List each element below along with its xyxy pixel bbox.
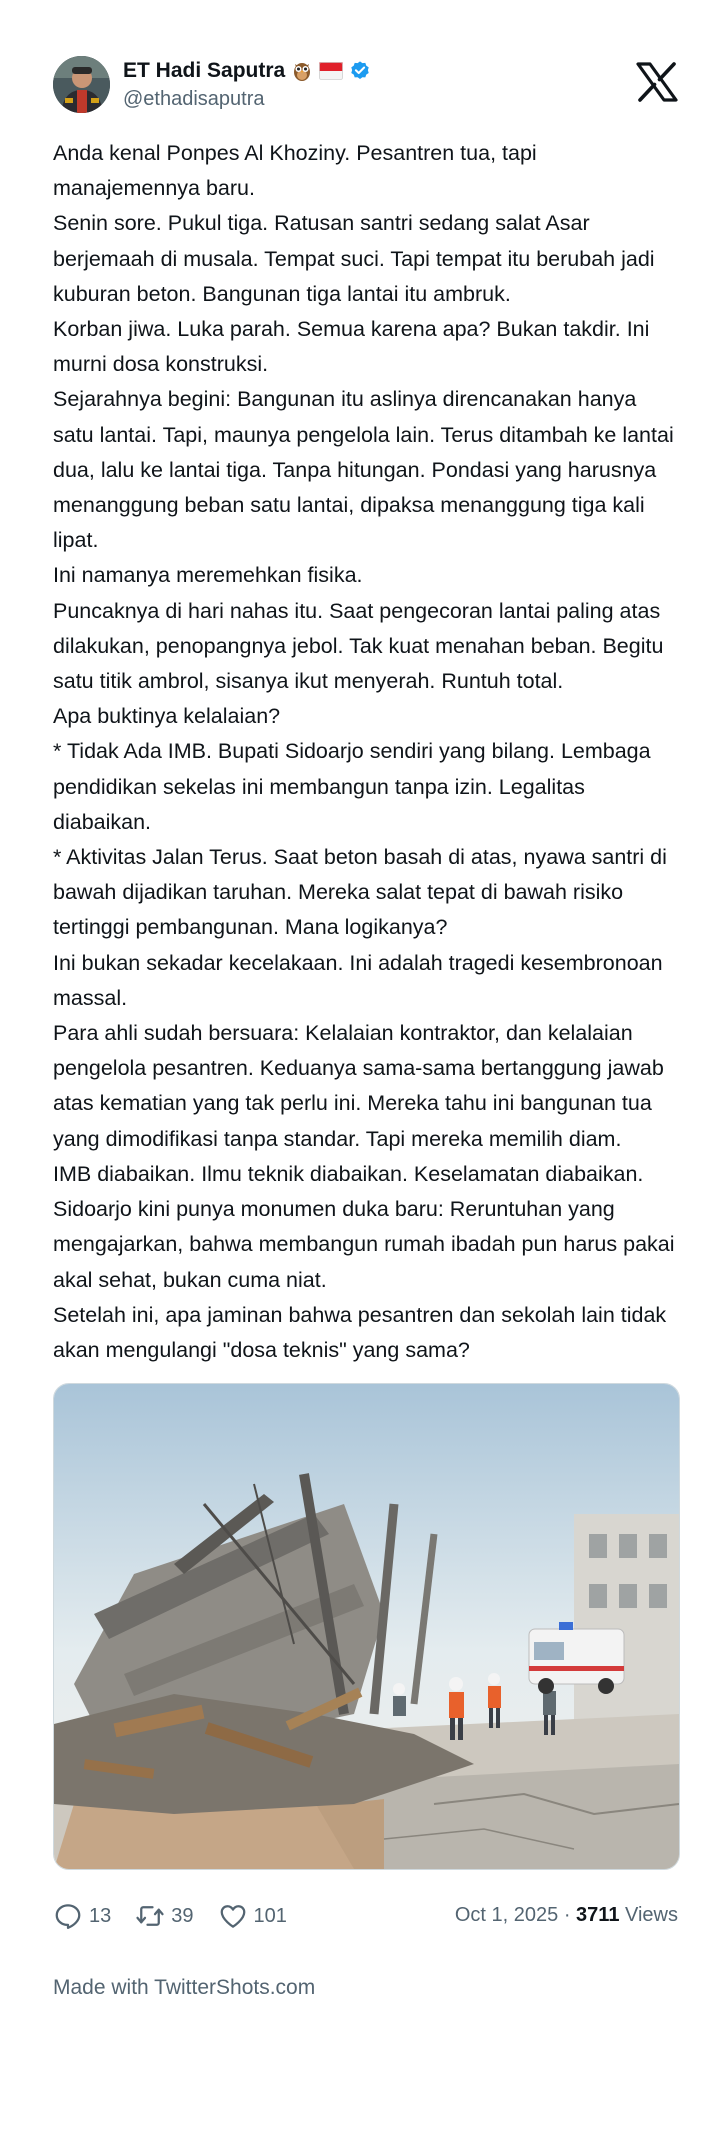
reply-button[interactable] <box>53 1901 111 1931</box>
display-name[interactable]: ET Hadi Saputra <box>123 59 286 82</box>
retweet-button[interactable] <box>135 1901 193 1931</box>
x-logo-icon[interactable] <box>636 62 678 102</box>
like-count: 101 <box>253 1904 287 1927</box>
views-label: Views <box>625 1904 678 1927</box>
meta-separator: · <box>563 1904 571 1927</box>
display-name-row <box>123 56 371 86</box>
heart-icon <box>218 1901 248 1931</box>
tweet-paragraph: Sidoarjo kini punya monumen duka baru: Reruntuhan yang mengajarkan, bahwa membangun rumah ibadah pun harus pakai akal sehat, bukan cuma niat. <box>53 1197 675 1292</box>
tweet-paragraph: * Tidak Ada IMB. Bupati Sidoarjo sendiri yang bilang. Lembaga pendidikan sekelas ini membangun tanpa izin. Legalitas diabaikan. <box>53 739 651 834</box>
indonesia-flag-icon <box>319 62 343 80</box>
tweet-actions <box>53 1898 678 1934</box>
tweet-paragraph: Apa buktinya kelalaian? <box>53 704 281 729</box>
collapsed-building-illustration <box>54 1384 679 1869</box>
verified-badge-icon <box>349 60 371 82</box>
author-handle[interactable]: @ethadisaputra <box>123 88 265 110</box>
tweet-paragraph: Sejarahnya begini: Bangunan itu aslinya direncanakan hanya satu lantai. Tapi, maunya pengelola lain. Terus ditambah ke lantai dua, lalu ke lantai tiga. Tanpa hitungan. Pondasi yang harusnya menanggung beban satu lantai, dipaksa menanggung tiga kali lipat. <box>53 387 674 553</box>
owl-emoji-icon <box>291 60 313 82</box>
tweet-media-image[interactable] <box>53 1383 680 1870</box>
tweet-paragraph: * Aktivitas Jalan Terus. Saat beton basah di atas, nyawa santri di bawah dijadikan taruhan. Mereka salat tepat di bawah risiko tertinggi pembangunan. Mana logikanya? <box>53 845 667 940</box>
like-button[interactable] <box>218 1901 287 1931</box>
avatar-image <box>53 56 110 113</box>
author-names <box>123 56 371 111</box>
tweet-header <box>53 54 678 116</box>
tweet-paragraph: IMB diabaikan. Ilmu teknik diabaikan. Keselamatan diabaikan. <box>53 1161 644 1186</box>
footer-credit[interactable]: Made with TwitterShots.com <box>53 1976 316 2000</box>
retweet-count: 39 <box>171 1904 194 1927</box>
reply-count: 13 <box>89 1904 112 1927</box>
tweet-date[interactable]: Oct 1, 2025 <box>454 1904 559 1927</box>
tweet-paragraph: Senin sore. Pukul tiga. Ratusan santri sedang salat Asar berjemaah di musala. Tempat suci. Tapi tempat itu berubah jadi kuburan beton. Bangunan tiga lantai itu ambruk. <box>53 211 655 306</box>
reply-icon <box>53 1901 83 1931</box>
tweet-card <box>53 54 678 2000</box>
tweet-paragraph: Ini namanya meremehkan fisika. <box>53 563 363 588</box>
ambulance <box>529 1622 624 1694</box>
retweet-icon <box>135 1901 165 1931</box>
tweet-paragraph: Puncaknya di hari nahas itu. Saat pengecoran lantai paling atas dilakukan, penopangnya jebol. Tak kuat menahan beban. Begitu satu titik ambrol, sisanya ikut menyerah. Runtuh total. <box>53 598 664 694</box>
avatar[interactable] <box>53 56 110 113</box>
tweet-paragraph: Korban jiwa. Luka parah. Semua karena apa? Bukan takdir. Ini murni dosa konstruksi. <box>53 317 650 377</box>
tweet-paragraph: Para ahli sudah bersuara: Kelalaian kontraktor, dan kelalaian pengelola pesantren. Keduanya sama-sama bertanggung jawab atas kematian yang tak perlu ini. Mereka tahu ini bangunan tua yang dimodifikasi tanpa standar. Tapi mereka memilih diam. <box>53 1021 664 1151</box>
tweet-paragraph: Anda kenal Ponpes Al Khoziny. Pesantren tua, tapi manajemennya baru. <box>53 141 537 201</box>
tweet-paragraph: Setelah ini, apa jaminan bahwa pesantren dan sekolah lain tidak akan mengulangi "dosa teknis" yang sama? <box>53 1302 667 1362</box>
tweet-paragraph: Ini bukan sekadar kecelakaan. Ini adalah tragedi kesembronoan massal. <box>53 950 663 1010</box>
tweet-meta <box>455 1904 678 1927</box>
tweet-text <box>53 136 678 1368</box>
views-count: 3711 <box>576 1904 620 1927</box>
